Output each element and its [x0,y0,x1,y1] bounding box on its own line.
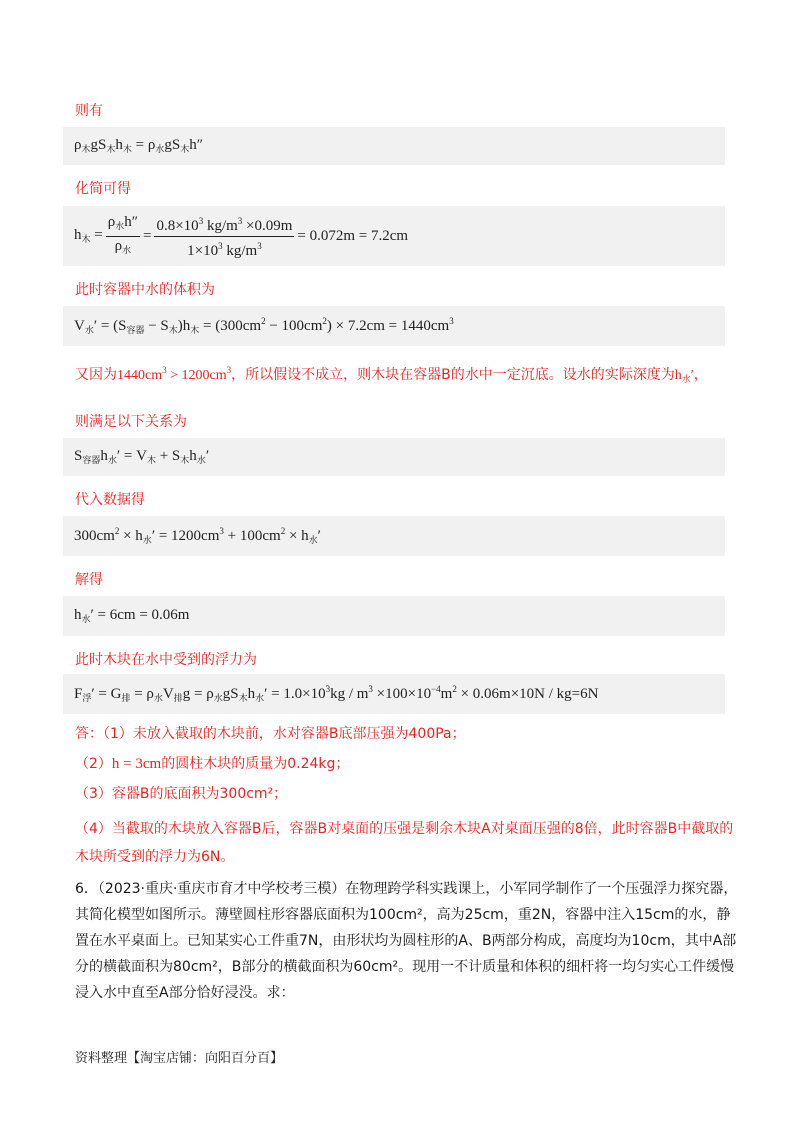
label-solve: 解得 [75,572,103,588]
equation-7: $F_浮' = G_排 = \rho_水V_排g = \rho_水gS_木h_水' = 1.0\times 10^3kg / m^3 \times 100\times 10^{-4}m^2 \times 0.06m\times 10N / kg=6N$ [63,674,725,714]
equation-2: $h_木$ = $\frac{\rho_水h''}{\rho_水}$ = $\frac{0.8\times 10^3 kg/m^3 \times 0.09m}{1\times 10^3 kg/m^3}$ = 0.072m = 7.2cm [63,206,725,266]
equation-5: $300cm^2 \times h_水' = 1200cm^3 + 100cm^2 \times h_水'$ [63,516,725,556]
answer-2: （2）h = 3cm的圆柱木块的质量为0.24kg； [75,756,350,772]
label-substitute: 代入数据得 [75,492,145,508]
answer-1: 答：（1）未放入截取的木块前，水对容器B底部压强为400Pa； [75,726,466,742]
label-zeyou: 则有 [75,103,103,119]
equation-6: $h_水' = 6cm = 0.06m$ [63,596,725,636]
equation-4: $S_{容器}h_水' = V_木 + S_木h_水'$ [63,438,725,476]
label-buoyancy: 此时木块在水中受到的浮力为 [75,652,257,668]
answer-3: （3）容器B的底面积为300cm²； [75,786,288,802]
problem-6: 6．（2023·重庆·重庆市育才中学校考三模）在物理跨学科实践课上，小军同学制作了一个压强浮力探究器，其简化模型如图所示。薄壁圆柱形容器底面积为100cm²，高为25cm，重2N，容器中注入15cm的水，静置在水平桌面上。已知某实心工件重7N，由形状均为圆柱形的A、B两部分构成，高度均为10cm，其中A部分的横截面积为80cm²，B部分的横截面积为60cm²。现用一不计质量和体积的细杆将一均匀实心工件缓慢浸入水中直至A部分恰好浸没。求： [75,881,738,1001]
equation-1: $\rho_木gS_木h_木 = \rho_水gS_木h''$ [63,127,725,165]
answer-4: （4）当截取的木块放入容器B后，容器B对桌面的压强是剩余木块A对桌面压强的8倍，此时容器B中截取的木块所受到的浮力为6N。 [75,821,734,865]
equation-3: $V_水' = (S_{容器} - S_木)h_木 = (300cm^2 - 100cm^2) \times 7.2cm = 1440cm^3$ [63,306,725,346]
footer-note: 资料整理【淘宝店铺：向阳百分百】 [75,1051,284,1066]
label-relation: 则满足以下关系为 [75,414,187,430]
paragraph-conclusion: 又因为$1440cm^3 > 1200cm^3$，所以假设不成立，则木块在容器B的水中一定沉底。设水的实际深度为$h_水'$， [75,365,708,384]
label-simplify: 化简可得 [75,181,131,197]
label-volume: 此时容器中水的体积为 [75,282,215,298]
